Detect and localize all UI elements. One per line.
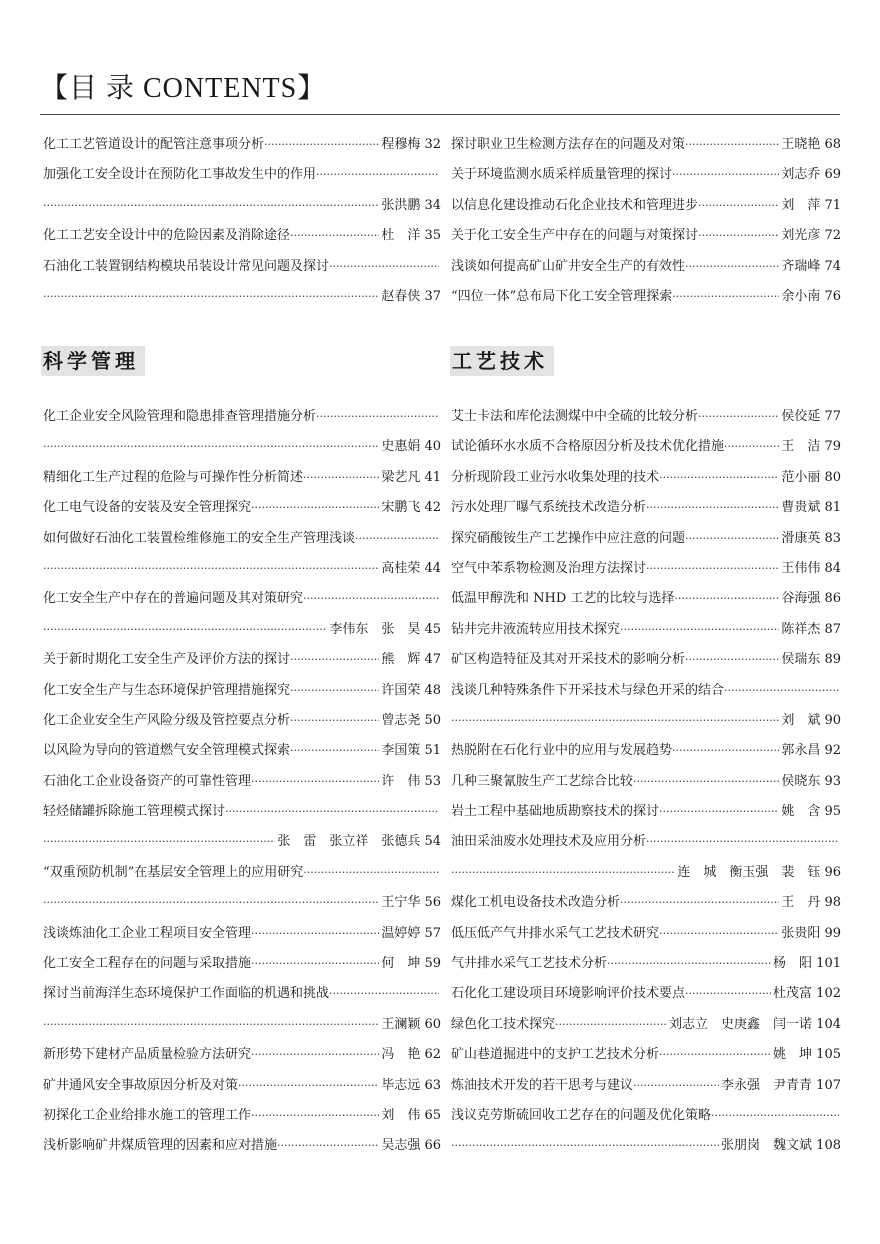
toc-entry-author-page: 侯佼延 77	[781, 409, 841, 424]
toc-entry	[451, 1071, 841, 1101]
toc-top-left-column	[43, 130, 441, 312]
toc-entry-title: 化工电气设备的安装及安全管理探究	[43, 500, 252, 516]
toc-entry-author-page: 史惠娟 40	[381, 439, 441, 455]
toc-entry-title: 矿井通风安全事故原因分析及对策	[43, 1077, 239, 1093]
toc-entry-title: 浅析影响矿井煤质管理的因素和应对措施	[43, 1138, 278, 1154]
toc-entry	[43, 432, 441, 462]
toc-entry-title: 化工企业安全风险管理和隐患排查管理措施分析	[43, 409, 317, 424]
toc-entry-author-page: 张洪鹏 34	[381, 197, 441, 213]
toc-dot-leader	[620, 888, 779, 918]
toc-dot-leader	[724, 676, 839, 706]
toc-entry-title: 浅谈炼油化工企业工程项目安全管理	[43, 925, 252, 941]
toc-dot-leader	[607, 949, 771, 979]
toc-dot-leader	[711, 1101, 839, 1131]
toc-entry-author-page: 梁艺凡 41	[381, 469, 441, 485]
toc-entry	[451, 584, 841, 614]
toc-entry-title: 以风险为导向的管道燃气安全管理模式探索	[43, 743, 291, 759]
toc-entry-title: 绿色化工技术探究	[451, 1016, 556, 1032]
toc-entry-title: 浅议克劳斯硫回收工艺存在的问题及优化策略	[451, 1107, 712, 1123]
toc-entry-title: 浅谈几种特殊条件下开采技术与绿色开采的结合	[451, 682, 725, 698]
toc-dot-leader	[316, 402, 439, 432]
toc-entry-title: 热脱附在石化行业中的应用与发展趋势	[451, 743, 673, 759]
toc-entry-title: 石油化工企业设备资产的可靠性管理	[43, 773, 252, 789]
toc-dot-leader	[659, 1040, 771, 1070]
toc-entry-author-page: 毕志远 63	[381, 1077, 441, 1093]
toc-entry-title: 炼油技术开发的若干思考与建议	[451, 1077, 634, 1093]
toc-entry-title: 如何做好石油化工装置检维修施工的安全生产管理浅谈	[43, 530, 356, 546]
toc-entry-author-page: 熊 辉 47	[381, 652, 441, 668]
toc-entry	[451, 524, 841, 554]
toc-entry-author-page: 杜茂富 102	[773, 986, 841, 1002]
toc-entry-author-page: 王 洁 79	[781, 439, 841, 455]
toc-dot-leader	[659, 919, 779, 949]
toc-dot-leader	[43, 432, 379, 462]
toc-entry	[43, 1010, 441, 1040]
toc-entry-title: “四位一体”总布局下化工安全管理探索	[451, 288, 673, 304]
toc-entry	[43, 1101, 441, 1131]
toc-dot-leader	[329, 979, 439, 1009]
toc-entry	[43, 919, 441, 949]
toc-entry-title: 污水处理厂曝气系统技术改造分析	[451, 500, 647, 516]
toc-entry-author-page: 杨 阳 101	[773, 956, 841, 972]
toc-entry-author-page: 刘光彦 72	[781, 228, 841, 244]
toc-entry	[451, 736, 841, 766]
toc-entry	[43, 130, 441, 160]
toc-entry-author-page: 王伟伟 84	[781, 560, 841, 576]
toc-entry-title: 化工安全生产中存在的普遍问题及其对策研究	[43, 591, 304, 607]
toc-dot-leader	[355, 524, 439, 554]
toc-dot-leader	[633, 1071, 719, 1101]
toc-entry-author-page: 程穆梅 32	[381, 137, 441, 152]
toc-dot-leader	[290, 221, 379, 251]
toc-dot-leader	[251, 493, 379, 523]
toc-dot-leader	[251, 1040, 379, 1070]
toc-entry	[43, 1131, 441, 1161]
toc-entry-title: 探讨职业卫生检测方法存在的问题及对策	[451, 137, 686, 152]
toc-entry-title: 试论循环水水质不合格原因分析及技术优化措施	[451, 439, 725, 455]
toc-dot-leader	[43, 615, 327, 645]
toc-entry-author-page: 曹贵斌 81	[781, 500, 841, 516]
toc-dot-leader	[225, 797, 439, 827]
toc-dot-leader	[303, 584, 439, 614]
toc-entry-title: 矿区构造特征及其对开采技术的影响分析	[451, 652, 686, 668]
toc-dot-leader	[43, 827, 275, 857]
toc-entry	[451, 919, 841, 949]
toc-entry	[451, 888, 841, 918]
toc-entry	[43, 979, 441, 1009]
toc-entry-author-page: 刘志立 史庚鑫 闫一诺 104	[669, 1016, 841, 1032]
toc-dot-leader	[43, 191, 379, 221]
toc-entry	[451, 1101, 841, 1131]
toc-entry	[43, 402, 441, 432]
toc-entry-title: 探究硝酸铵生产工艺操作中应注意的问题	[451, 530, 686, 546]
toc-dot-leader	[685, 524, 779, 554]
toc-entry-author-page: 宋鹏飞 42	[381, 500, 441, 516]
toc-entry-title: 钻井完井液流转应用技术探究	[451, 621, 621, 637]
toc-entry-author-page: 曾志尧 50	[381, 712, 441, 728]
title-divider	[40, 114, 840, 115]
toc-dot-leader	[316, 160, 439, 190]
toc-entry	[43, 1071, 441, 1101]
toc-entry	[43, 736, 441, 766]
toc-entry-title: 几种三聚氰胺生产工艺综合比较	[451, 773, 634, 789]
toc-entry	[451, 827, 841, 857]
toc-entry-author-page: 李国策 51	[381, 743, 441, 759]
toc-left-column	[43, 402, 441, 1162]
toc-entry	[451, 979, 841, 1009]
toc-entry-title: 矿山巷道掘进中的支护工艺技术分析	[451, 1047, 660, 1063]
toc-dot-leader	[685, 979, 771, 1009]
toc-dot-leader	[290, 736, 379, 766]
toc-entry-title: 浅谈如何提高矿山矿井安全生产的有效性	[451, 258, 686, 274]
toc-dot-leader	[659, 463, 779, 493]
toc-dot-leader	[43, 1010, 379, 1040]
toc-dot-leader	[555, 1010, 667, 1040]
toc-dot-leader	[646, 554, 779, 584]
toc-entry-title: 化工安全工程存在的问题与采取措施	[43, 956, 252, 972]
toc-entry	[451, 767, 841, 797]
toc-entry	[43, 252, 441, 282]
toc-entry-author-page: 张朋岗 魏文斌 108	[721, 1138, 841, 1154]
toc-dot-leader	[329, 252, 439, 282]
toc-entry	[451, 615, 841, 645]
toc-entry	[43, 706, 441, 736]
toc-dot-leader	[290, 645, 379, 675]
toc-entry-title: 关于化工安全生产中存在的问题与对策探讨	[451, 228, 699, 244]
toc-dot-leader	[251, 767, 379, 797]
toc-entry-author-page: 余小南 76	[781, 288, 841, 304]
toc-dot-leader	[451, 1131, 719, 1161]
toc-dot-leader	[251, 919, 379, 949]
toc-entry	[43, 767, 441, 797]
toc-entry-author-page: 温婷婷 57	[381, 925, 441, 941]
toc-entry	[451, 160, 841, 190]
toc-dot-leader	[277, 1131, 379, 1161]
toc-dot-leader	[43, 282, 379, 312]
toc-entry-author-page: 侯晓东 93	[781, 773, 841, 789]
toc-entry-author-page: 侯瑞东 89	[781, 652, 841, 668]
toc-entry-title: 气井排水采气工艺技术分析	[451, 956, 608, 972]
toc-dot-leader	[685, 130, 779, 160]
toc-entry-title: 空气中苯系物检测及治理方法探讨	[451, 560, 647, 576]
toc-entry-title: 煤化工机电设备技术改造分析	[451, 895, 621, 911]
toc-dot-leader	[264, 130, 379, 160]
toc-entry-author-page: 杜 洋 35	[381, 228, 441, 244]
toc-entry	[43, 524, 441, 554]
toc-entry-author-page: 许国荣 48	[381, 682, 441, 698]
toc-entry-author-page: 王宁华 56	[381, 895, 441, 911]
toc-dot-leader	[672, 736, 779, 766]
toc-dot-leader	[251, 1101, 379, 1131]
toc-entry-title: 初探化工企业给排水施工的管理工作	[43, 1107, 252, 1123]
toc-entry	[451, 463, 841, 493]
toc-entry-author-page: 高桂荣 44	[381, 560, 441, 576]
toc-entry-title: “双重预防机制”在基层安全管理上的应用研究	[43, 864, 304, 880]
toc-entry-title: 分析现阶段工业污水收集处理的技术	[451, 469, 660, 485]
toc-entry-author-page: 李伟东 张 昊 45	[329, 621, 441, 637]
toc-entry-author-page: 王澜颖 60	[381, 1016, 441, 1032]
section-heading-science-management: 科学管理	[41, 346, 145, 376]
toc-entry-title: 低压低产气井排水采气工艺技术研究	[451, 925, 660, 941]
toc-dot-leader	[646, 493, 779, 523]
toc-dot-leader	[303, 858, 439, 888]
toc-dot-leader	[290, 706, 379, 736]
toc-entry-author-page: 陈祥杰 87	[781, 621, 841, 637]
toc-entry-author-page: 姚 坤 105	[773, 1047, 841, 1063]
toc-entry	[451, 130, 841, 160]
toc-entry	[43, 1040, 441, 1070]
toc-entry	[451, 797, 841, 827]
toc-entry-author-page: 齐瑞峰 74	[781, 258, 841, 274]
toc-entry	[451, 493, 841, 523]
toc-entry	[43, 463, 441, 493]
toc-dot-leader	[685, 645, 779, 675]
toc-dot-leader	[698, 221, 779, 251]
toc-entry-title: 探讨当前海洋生态环境保护工作面临的机遇和挑战	[43, 986, 330, 1002]
toc-dot-leader	[698, 402, 779, 432]
toc-entry	[451, 645, 841, 675]
toc-dot-leader	[238, 1071, 379, 1101]
toc-entry-author-page: 刘 斌 90	[781, 712, 841, 728]
toc-entry-title: 油田采油废水处理技术及应用分析	[451, 834, 647, 850]
toc-top-right-column	[451, 130, 841, 312]
section-heading-process-technology: 工艺技术	[450, 346, 554, 376]
toc-entry-title: 化工工艺管道设计的配管注意事项分析	[43, 137, 265, 152]
toc-dot-leader	[43, 554, 379, 584]
toc-entry	[43, 282, 441, 312]
toc-entry	[451, 252, 841, 282]
toc-entry-title: 以信息化建设推动石化企业技术和管理进步	[451, 197, 699, 213]
toc-entry	[43, 827, 441, 857]
toc-dot-leader	[724, 432, 779, 462]
toc-entry-title: 化工安全生产与生态环境保护管理措施探究	[43, 682, 291, 698]
toc-entry	[43, 160, 441, 190]
toc-dot-leader	[303, 463, 379, 493]
toc-entry	[43, 645, 441, 675]
toc-entry-title: 岩土工程中基础地质勘察技术的探讨	[451, 804, 660, 820]
toc-dot-leader	[43, 888, 379, 918]
toc-entry-author-page: 刘 萍 71	[781, 197, 841, 213]
toc-entry	[451, 858, 841, 888]
toc-entry	[451, 706, 841, 736]
toc-entry	[451, 1010, 841, 1040]
toc-dot-leader	[451, 706, 779, 736]
toc-entry-author-page: 刘 伟 65	[381, 1107, 441, 1123]
toc-entry-author-page: 何 坤 59	[381, 956, 441, 972]
toc-entry	[43, 676, 441, 706]
toc-entry-author-page: 冯 艳 62	[381, 1047, 441, 1063]
toc-entry	[451, 191, 841, 221]
toc-entry	[451, 402, 841, 432]
toc-entry	[43, 554, 441, 584]
toc-entry-title: 关于新时期化工安全生产及评价方法的探讨	[43, 652, 291, 668]
toc-right-column	[451, 402, 841, 1162]
toc-entry-author-page: 王晓艳 68	[781, 137, 841, 152]
page-title: 【目 录 CONTENTS】	[40, 73, 327, 104]
toc-dot-leader	[646, 827, 839, 857]
toc-entry-author-page: 郭永昌 92	[781, 743, 841, 759]
toc-entry	[451, 1040, 841, 1070]
toc-entry-author-page: 连 城 衡玉强 裴 钰 96	[677, 864, 841, 880]
toc-entry-author-page: 张 雷 张立祥 张德兵 54	[277, 834, 441, 850]
toc-dot-leader	[698, 191, 779, 221]
toc-dot-leader	[659, 797, 779, 827]
toc-entry	[43, 858, 441, 888]
toc-dot-leader	[451, 858, 675, 888]
toc-entry-title: 低温甲醇洗和 NHD 工艺的比较与选择	[451, 591, 675, 607]
toc-entry	[43, 949, 441, 979]
toc-dot-leader	[251, 949, 379, 979]
toc-entry-title: 轻烃储罐拆除施工管理模式探讨	[43, 804, 226, 820]
toc-entry	[43, 584, 441, 614]
toc-entry-title: 关于环境监测水质采样质量管理的探讨	[451, 167, 673, 183]
toc-entry	[43, 221, 441, 251]
toc-dot-leader	[633, 767, 779, 797]
toc-entry-title: 艾士卡法和库伦法测煤中中全硫的比较分析	[451, 409, 699, 424]
toc-dot-leader	[685, 252, 779, 282]
toc-entry	[43, 888, 441, 918]
toc-entry-author-page: 范小丽 80	[781, 469, 841, 485]
toc-entry-title: 化工企业安全生产风险分级及管控要点分析	[43, 712, 291, 728]
toc-dot-leader	[672, 282, 779, 312]
toc-entry-author-page: 张贵阳 99	[781, 925, 841, 941]
toc-entry	[451, 676, 841, 706]
toc-entry	[451, 432, 841, 462]
toc-entry-author-page: 滑康英 83	[781, 530, 841, 546]
toc-dot-leader	[672, 160, 779, 190]
toc-entry-title: 石油化工装置钢结构模块吊装设计常见问题及探讨	[43, 258, 330, 274]
toc-entry	[451, 1131, 841, 1161]
toc-dot-leader	[674, 584, 779, 614]
toc-entry	[43, 191, 441, 221]
toc-entry	[43, 797, 441, 827]
toc-entry	[43, 493, 441, 523]
toc-entry-title: 新形势下建材产品质量检验方法研究	[43, 1047, 252, 1063]
toc-entry	[43, 615, 441, 645]
toc-entry-author-page: 许 伟 53	[381, 773, 441, 789]
toc-entry-author-page: 姚 含 95	[781, 804, 841, 820]
toc-entry	[451, 949, 841, 979]
toc-entry-author-page: 赵春侠 37	[381, 288, 441, 304]
toc-entry-author-page: 谷海强 86	[781, 591, 841, 607]
toc-entry-title: 精细化工生产过程的危险与可操作性分析简述	[43, 469, 304, 485]
toc-entry-title: 加强化工安全设计在预防化工事故发生中的作用	[43, 167, 317, 183]
toc-entry-author-page: 李永强 尹青青 107	[721, 1077, 841, 1093]
toc-dot-leader	[290, 676, 379, 706]
toc-entry	[451, 554, 841, 584]
toc-dot-leader	[620, 615, 779, 645]
toc-entry-author-page: 王 丹 98	[781, 895, 841, 911]
toc-entry-author-page: 刘志乔 69	[781, 167, 841, 183]
toc-entry-title: 化工工艺安全设计中的危险因素及消除途径	[43, 228, 291, 244]
toc-entry-author-page: 吴志强 66	[381, 1138, 441, 1154]
toc-entry-title: 石化化工建设项目环境影响评价技术要点	[451, 986, 686, 1002]
toc-entry	[451, 221, 841, 251]
toc-entry	[451, 282, 841, 312]
